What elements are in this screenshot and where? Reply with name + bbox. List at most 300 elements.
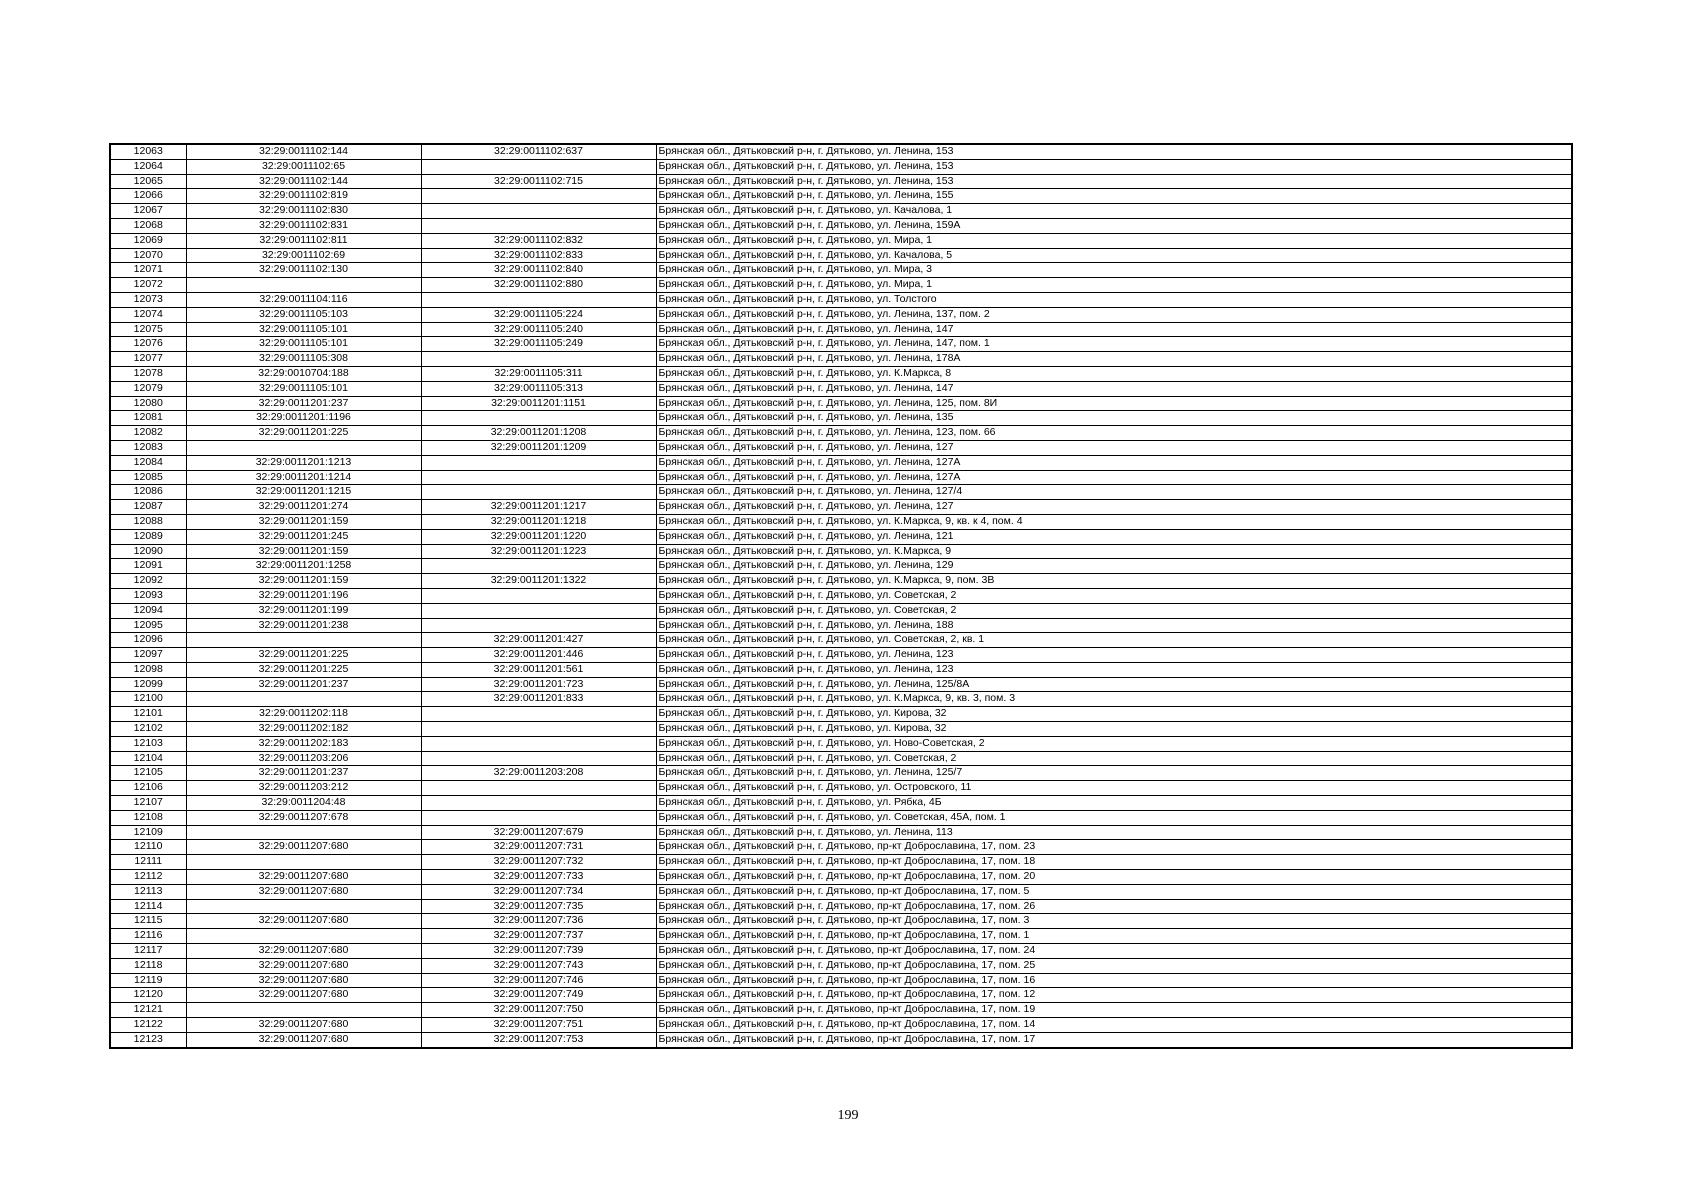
- row-number-cell: 12083: [110, 440, 186, 455]
- address-cell: Брянская обл., Дятьковский р-н, г. Дятьково, ул. Ленина, 153: [656, 159, 1572, 174]
- address-cell: Брянская обл., Дятьковский р-н, г. Дятьково, ул. К.Маркса, 9, пом. 3В: [656, 574, 1572, 589]
- related-cadastral-number-cell: [421, 603, 656, 618]
- related-cadastral-number-cell: [421, 292, 656, 307]
- table-row: [110, 263, 1572, 278]
- cadastral-number-cell: 32:29:0011201:237: [186, 677, 421, 692]
- address-cell: Брянская обл., Дятьковский р-н, г. Дятьково, ул. Ленина, 155: [656, 189, 1572, 204]
- address-cell: Брянская обл., Дятьковский р-н, г. Дятьково, ул. Качалова, 5: [656, 248, 1572, 263]
- row-number-cell: 12123: [110, 1032, 186, 1047]
- related-cadastral-number-cell: 32:29:0011201:723: [421, 677, 656, 692]
- cadastral-number-cell: 32:29:0011201:1215: [186, 485, 421, 500]
- row-number-cell: 12112: [110, 870, 186, 885]
- address-cell: Брянская обл., Дятьковский р-н, г. Дятьково, пр-кт Доброславина, 17, пом. 12: [656, 988, 1572, 1003]
- cadastral-number-cell: 32:29:0011102:830: [186, 204, 421, 219]
- address-cell: Брянская обл., Дятьковский р-н, г. Дятьково, ул. Советская, 2, кв. 1: [656, 633, 1572, 648]
- table-row: [110, 1018, 1572, 1033]
- row-number-cell: 12088: [110, 514, 186, 529]
- cadastral-number-cell: 32:29:0010704:188: [186, 366, 421, 381]
- cadastral-number-cell: 32:29:0011203:206: [186, 751, 421, 766]
- row-number-cell: 12118: [110, 958, 186, 973]
- address-cell: Брянская обл., Дятьковский р-н, г. Дятьково, пр-кт Доброславина, 17, пом. 19: [656, 1003, 1572, 1018]
- address-cell: Брянская обл., Дятьковский р-н, г. Дятьково, пр-кт Доброславина, 17, пом. 14: [656, 1018, 1572, 1033]
- address-cell: Брянская обл., Дятьковский р-н, г. Дятьково, пр-кт Доброславина, 17, пом. 24: [656, 944, 1572, 959]
- table-row: [110, 307, 1572, 322]
- row-number-cell: 12099: [110, 677, 186, 692]
- cadastral-number-cell: 32:29:0011201:199: [186, 603, 421, 618]
- cadastral-number-cell: 32:29:0011201:274: [186, 500, 421, 515]
- related-cadastral-number-cell: 32:29:0011105:224: [421, 307, 656, 322]
- cadastral-number-cell: 32:29:0011207:680: [186, 840, 421, 855]
- cadastral-number-cell: 32:29:0011201:196: [186, 588, 421, 603]
- cadastral-number-cell: 32:29:0011201:1214: [186, 470, 421, 485]
- address-cell: Брянская обл., Дятьковский р-н, г. Дятьково, ул. Мира, 1: [656, 278, 1572, 293]
- row-number-cell: 12108: [110, 810, 186, 825]
- related-cadastral-number-cell: 32:29:0011207:750: [421, 1003, 656, 1018]
- address-cell: Брянская обл., Дятьковский р-н, г. Дятьково, ул. К.Маркса, 8: [656, 366, 1572, 381]
- row-number-cell: 12093: [110, 588, 186, 603]
- row-number-cell: 12109: [110, 825, 186, 840]
- cadastral-number-cell: [186, 692, 421, 707]
- row-number-cell: 12078: [110, 366, 186, 381]
- address-cell: Брянская обл., Дятьковский р-н, г. Дятьково, ул. К.Маркса, 9: [656, 544, 1572, 559]
- address-cell: Брянская обл., Дятьковский р-н, г. Дятьково, ул. Ленина, 125/8А: [656, 677, 1572, 692]
- address-cell: Брянская обл., Дятьковский р-н, г. Дятьково, ул. Ленина, 153: [656, 144, 1572, 159]
- row-number-cell: 12117: [110, 944, 186, 959]
- cadastral-number-cell: 32:29:0011102:65: [186, 159, 421, 174]
- table-row: [110, 810, 1572, 825]
- related-cadastral-number-cell: 32:29:0011201:1223: [421, 544, 656, 559]
- related-cadastral-number-cell: [421, 618, 656, 633]
- table-row: [110, 973, 1572, 988]
- address-cell: Брянская обл., Дятьковский р-н, г. Дятьково, ул. Ленина, 147, пом. 1: [656, 337, 1572, 352]
- related-cadastral-number-cell: 32:29:0011102:832: [421, 233, 656, 248]
- cadastral-number-cell: 32:29:0011202:182: [186, 722, 421, 737]
- cadastral-number-cell: 32:29:0011104:116: [186, 292, 421, 307]
- cadastral-table-body: [110, 144, 1572, 1048]
- cadastral-number-cell: 32:29:0011201:237: [186, 396, 421, 411]
- related-cadastral-number-cell: 32:29:0011207:746: [421, 973, 656, 988]
- cadastral-number-cell: 32:29:0011207:680: [186, 1032, 421, 1047]
- related-cadastral-number-cell: 32:29:0011201:1217: [421, 500, 656, 515]
- cadastral-number-cell: 32:29:0011207:680: [186, 914, 421, 929]
- address-cell: Брянская обл., Дятьковский р-н, г. Дятьково, ул. Ленина, 123: [656, 662, 1572, 677]
- row-number-cell: 12115: [110, 914, 186, 929]
- related-cadastral-number-cell: [421, 455, 656, 470]
- related-cadastral-number-cell: 32:29:0011105:249: [421, 337, 656, 352]
- row-number-cell: 12096: [110, 633, 186, 648]
- row-number-cell: 12084: [110, 455, 186, 470]
- address-cell: Брянская обл., Дятьковский р-н, г. Дятьково, пр-кт Доброславина, 17, пом. 1: [656, 929, 1572, 944]
- cadastral-number-cell: 32:29:0011102:144: [186, 174, 421, 189]
- cadastral-number-cell: 32:29:0011102:811: [186, 233, 421, 248]
- table-row: [110, 662, 1572, 677]
- row-number-cell: 12075: [110, 322, 186, 337]
- row-number-cell: 12103: [110, 736, 186, 751]
- cadastral-number-cell: 32:29:0011102:144: [186, 144, 421, 159]
- related-cadastral-number-cell: [421, 722, 656, 737]
- related-cadastral-number-cell: [421, 411, 656, 426]
- table-row: [110, 618, 1572, 633]
- address-cell: Брянская обл., Дятьковский р-н, г. Дятьково, ул. К.Маркса, 9, кв. к 4, пом. 4: [656, 514, 1572, 529]
- table-row: [110, 825, 1572, 840]
- related-cadastral-number-cell: [421, 352, 656, 367]
- row-number-cell: 12106: [110, 781, 186, 796]
- related-cadastral-number-cell: [421, 204, 656, 219]
- row-number-cell: 12073: [110, 292, 186, 307]
- related-cadastral-number-cell: 32:29:0011201:1322: [421, 574, 656, 589]
- related-cadastral-number-cell: [421, 159, 656, 174]
- related-cadastral-number-cell: 32:29:0011201:833: [421, 692, 656, 707]
- related-cadastral-number-cell: 32:29:0011102:715: [421, 174, 656, 189]
- table-row: [110, 884, 1572, 899]
- address-cell: Брянская обл., Дятьковский р-н, г. Дятьково, пр-кт Доброславина, 17, пом. 23: [656, 840, 1572, 855]
- row-number-cell: 12097: [110, 648, 186, 663]
- row-number-cell: 12122: [110, 1018, 186, 1033]
- cadastral-table: [109, 143, 1573, 1049]
- table-row: [110, 248, 1572, 263]
- row-number-cell: 12091: [110, 559, 186, 574]
- row-number-cell: 12110: [110, 840, 186, 855]
- row-number-cell: 12114: [110, 899, 186, 914]
- address-cell: Брянская обл., Дятьковский р-н, г. Дятьково, ул. Советская, 45А, пом. 1: [656, 810, 1572, 825]
- related-cadastral-number-cell: 32:29:0011201:1151: [421, 396, 656, 411]
- table-row: [110, 559, 1572, 574]
- related-cadastral-number-cell: 32:29:0011207:733: [421, 870, 656, 885]
- row-number-cell: 12116: [110, 929, 186, 944]
- table-row: [110, 988, 1572, 1003]
- row-number-cell: 12105: [110, 766, 186, 781]
- table-row: [110, 958, 1572, 973]
- table-row: [110, 692, 1572, 707]
- cadastral-number-cell: [186, 825, 421, 840]
- related-cadastral-number-cell: 32:29:0011207:731: [421, 840, 656, 855]
- related-cadastral-number-cell: [421, 751, 656, 766]
- address-cell: Брянская обл., Дятьковский р-н, г. Дятьково, ул. Ленина, 123, пом. 66: [656, 426, 1572, 441]
- row-number-cell: 12100: [110, 692, 186, 707]
- address-cell: Брянская обл., Дятьковский р-н, г. Дятьково, ул. Ленина, 147: [656, 322, 1572, 337]
- address-cell: Брянская обл., Дятьковский р-н, г. Дятьково, ул. Ленина, 125/7: [656, 766, 1572, 781]
- cadastral-number-cell: [186, 899, 421, 914]
- table-row: [110, 189, 1572, 204]
- cadastral-number-cell: [186, 1003, 421, 1018]
- address-cell: Брянская обл., Дятьковский р-н, г. Дятьково, ул. Советская, 2: [656, 588, 1572, 603]
- address-cell: Брянская обл., Дятьковский р-н, г. Дятьково, ул. Ленина, 188: [656, 618, 1572, 633]
- related-cadastral-number-cell: 32:29:0011207:749: [421, 988, 656, 1003]
- row-number-cell: 12069: [110, 233, 186, 248]
- row-number-cell: 12071: [110, 263, 186, 278]
- table-row: [110, 292, 1572, 307]
- cadastral-number-cell: 32:29:0011202:183: [186, 736, 421, 751]
- table-row: [110, 855, 1572, 870]
- address-cell: Брянская обл., Дятьковский р-н, г. Дятьково, пр-кт Доброславина, 17, пом. 16: [656, 973, 1572, 988]
- row-number-cell: 12064: [110, 159, 186, 174]
- address-cell: Брянская обл., Дятьковский р-н, г. Дятьково, пр-кт Доброславина, 17, пом. 20: [656, 870, 1572, 885]
- table-row: [110, 278, 1572, 293]
- row-number-cell: 12072: [110, 278, 186, 293]
- row-number-cell: 12113: [110, 884, 186, 899]
- related-cadastral-number-cell: 32:29:0011201:1218: [421, 514, 656, 529]
- cadastral-number-cell: 32:29:0011102:831: [186, 218, 421, 233]
- table-row: [110, 159, 1572, 174]
- related-cadastral-number-cell: 32:29:0011102:840: [421, 263, 656, 278]
- row-number-cell: 12068: [110, 218, 186, 233]
- related-cadastral-number-cell: 32:29:0011201:561: [421, 662, 656, 677]
- table-row: [110, 426, 1572, 441]
- cadastral-number-cell: 32:29:0011204:48: [186, 796, 421, 811]
- row-number-cell: 12102: [110, 722, 186, 737]
- cadastral-number-cell: 32:29:0011105:103: [186, 307, 421, 322]
- table-row: [110, 840, 1572, 855]
- related-cadastral-number-cell: 32:29:0011203:208: [421, 766, 656, 781]
- cadastral-number-cell: 32:29:0011201:1213: [186, 455, 421, 470]
- related-cadastral-number-cell: 32:29:0011207:679: [421, 825, 656, 840]
- table-row: [110, 500, 1572, 515]
- row-number-cell: 12077: [110, 352, 186, 367]
- cadastral-number-cell: 32:29:0011105:101: [186, 322, 421, 337]
- cadastral-number-cell: 32:29:0011201:1196: [186, 411, 421, 426]
- row-number-cell: 12080: [110, 396, 186, 411]
- related-cadastral-number-cell: 32:29:0011102:637: [421, 144, 656, 159]
- row-number-cell: 12089: [110, 529, 186, 544]
- cadastral-number-cell: 32:29:0011201:225: [186, 662, 421, 677]
- address-cell: Брянская обл., Дятьковский р-н, г. Дятьково, ул. Ленина, 178А: [656, 352, 1572, 367]
- address-cell: Брянская обл., Дятьковский р-н, г. Дятьково, ул. Ленина, 137, пом. 2: [656, 307, 1572, 322]
- table-row: [110, 174, 1572, 189]
- table-row: [110, 929, 1572, 944]
- related-cadastral-number-cell: [421, 588, 656, 603]
- related-cadastral-number-cell: [421, 736, 656, 751]
- table-row: [110, 218, 1572, 233]
- table-row: [110, 603, 1572, 618]
- address-cell: Брянская обл., Дятьковский р-н, г. Дятьково, пр-кт Доброславина, 17, пом. 26: [656, 899, 1572, 914]
- row-number-cell: 12107: [110, 796, 186, 811]
- related-cadastral-number-cell: 32:29:0011201:1208: [421, 426, 656, 441]
- row-number-cell: 12081: [110, 411, 186, 426]
- table-row: [110, 204, 1572, 219]
- cadastral-number-cell: 32:29:0011201:159: [186, 514, 421, 529]
- row-number-cell: 12076: [110, 337, 186, 352]
- related-cadastral-number-cell: 32:29:0011201:1209: [421, 440, 656, 455]
- related-cadastral-number-cell: 32:29:0011207:732: [421, 855, 656, 870]
- related-cadastral-number-cell: 32:29:0011207:753: [421, 1032, 656, 1047]
- cadastral-number-cell: [186, 278, 421, 293]
- address-cell: Брянская обл., Дятьковский р-н, г. Дятьково, ул. Ленина, 113: [656, 825, 1572, 840]
- address-cell: Брянская обл., Дятьковский р-н, г. Дятьково, ул. Ленина, 123: [656, 648, 1572, 663]
- cadastral-number-cell: [186, 633, 421, 648]
- address-cell: Брянская обл., Дятьковский р-н, г. Дятьково, пр-кт Доброславина, 17, пом. 18: [656, 855, 1572, 870]
- cadastral-number-cell: 32:29:0011207:680: [186, 870, 421, 885]
- related-cadastral-number-cell: 32:29:0011105:311: [421, 366, 656, 381]
- table-row: [110, 796, 1572, 811]
- cadastral-number-cell: 32:29:0011201:225: [186, 426, 421, 441]
- address-cell: Брянская обл., Дятьковский р-н, г. Дятьково, ул. Мира, 1: [656, 233, 1572, 248]
- address-cell: Брянская обл., Дятьковский р-н, г. Дятьково, ул. Ленина, 127А: [656, 455, 1572, 470]
- cadastral-number-cell: 32:29:0011207:680: [186, 1018, 421, 1033]
- address-cell: Брянская обл., Дятьковский р-н, г. Дятьково, ул. Ново-Советская, 2: [656, 736, 1572, 751]
- row-number-cell: 12121: [110, 1003, 186, 1018]
- address-cell: Брянская обл., Дятьковский р-н, г. Дятьково, ул. Ленина, 129: [656, 559, 1572, 574]
- address-cell: Брянская обл., Дятьковский р-н, г. Дятьково, ул. Островского, 11: [656, 781, 1572, 796]
- cadastral-number-cell: 32:29:0011201:245: [186, 529, 421, 544]
- related-cadastral-number-cell: 32:29:0011207:739: [421, 944, 656, 959]
- related-cadastral-number-cell: 32:29:0011207:735: [421, 899, 656, 914]
- cadastral-number-cell: 32:29:0011207:678: [186, 810, 421, 825]
- related-cadastral-number-cell: 32:29:0011201:1220: [421, 529, 656, 544]
- row-number-cell: 12120: [110, 988, 186, 1003]
- cadastral-number-cell: 32:29:0011207:680: [186, 973, 421, 988]
- table-row: [110, 396, 1572, 411]
- row-number-cell: 12094: [110, 603, 186, 618]
- cadastral-number-cell: 32:29:0011201:238: [186, 618, 421, 633]
- table-row: [110, 144, 1572, 159]
- related-cadastral-number-cell: [421, 218, 656, 233]
- related-cadastral-number-cell: 32:29:0011207:734: [421, 884, 656, 899]
- related-cadastral-number-cell: 32:29:0011102:833: [421, 248, 656, 263]
- table-row: [110, 366, 1572, 381]
- table-row: [110, 514, 1572, 529]
- table-row: [110, 529, 1572, 544]
- address-cell: Брянская обл., Дятьковский р-н, г. Дятьково, ул. Ленина, 159А: [656, 218, 1572, 233]
- cadastral-number-cell: 32:29:0011105:101: [186, 381, 421, 396]
- table-row: [110, 381, 1572, 396]
- table-row: [110, 766, 1572, 781]
- related-cadastral-number-cell: 32:29:0011207:751: [421, 1018, 656, 1033]
- address-cell: Брянская обл., Дятьковский р-н, г. Дятьково, ул. К.Маркса, 9, кв. 3, пом. 3: [656, 692, 1572, 707]
- address-cell: Брянская обл., Дятьковский р-н, г. Дятьково, пр-кт Доброславина, 17, пом. 25: [656, 958, 1572, 973]
- cadastral-number-cell: 32:29:0011201:225: [186, 648, 421, 663]
- table-row: [110, 574, 1572, 589]
- table-row: [110, 588, 1572, 603]
- row-number-cell: 12098: [110, 662, 186, 677]
- related-cadastral-number-cell: 32:29:0011201:446: [421, 648, 656, 663]
- cadastral-number-cell: 32:29:0011201:1258: [186, 559, 421, 574]
- cadastral-number-cell: 32:29:0011102:130: [186, 263, 421, 278]
- related-cadastral-number-cell: [421, 189, 656, 204]
- address-cell: Брянская обл., Дятьковский р-н, г. Дятьково, пр-кт Доброславина, 17, пом. 5: [656, 884, 1572, 899]
- table-row: [110, 899, 1572, 914]
- table-row: [110, 411, 1572, 426]
- related-cadastral-number-cell: [421, 796, 656, 811]
- cadastral-number-cell: 32:29:0011207:680: [186, 884, 421, 899]
- table-row: [110, 736, 1572, 751]
- table-row: [110, 707, 1572, 722]
- row-number-cell: 12101: [110, 707, 186, 722]
- address-cell: Брянская обл., Дятьковский р-н, г. Дятьково, ул. Ленина, 127А: [656, 470, 1572, 485]
- address-cell: Брянская обл., Дятьковский р-н, г. Дятьково, ул. Ленина, 127: [656, 500, 1572, 515]
- table-row: [110, 322, 1572, 337]
- row-number-cell: 12090: [110, 544, 186, 559]
- row-number-cell: 12070: [110, 248, 186, 263]
- row-number-cell: 12082: [110, 426, 186, 441]
- related-cadastral-number-cell: 32:29:0011207:737: [421, 929, 656, 944]
- table-row: [110, 1032, 1572, 1047]
- related-cadastral-number-cell: 32:29:0011105:240: [421, 322, 656, 337]
- address-cell: Брянская обл., Дятьковский р-н, г. Дятьково, ул. Качалова, 1: [656, 204, 1572, 219]
- related-cadastral-number-cell: [421, 810, 656, 825]
- related-cadastral-number-cell: 32:29:0011207:743: [421, 958, 656, 973]
- row-number-cell: 12065: [110, 174, 186, 189]
- row-number-cell: 12066: [110, 189, 186, 204]
- address-cell: Брянская обл., Дятьковский р-н, г. Дятьково, ул. Ленина, 121: [656, 529, 1572, 544]
- address-cell: Брянская обл., Дятьковский р-н, г. Дятьково, ул. Кирова, 32: [656, 707, 1572, 722]
- address-cell: Брянская обл., Дятьковский р-н, г. Дятьково, ул. Мира, 3: [656, 263, 1572, 278]
- table-row: [110, 722, 1572, 737]
- related-cadastral-number-cell: 32:29:0011105:313: [421, 381, 656, 396]
- cadastral-number-cell: 32:29:0011201:237: [186, 766, 421, 781]
- related-cadastral-number-cell: 32:29:0011102:880: [421, 278, 656, 293]
- cadastral-number-cell: 32:29:0011201:159: [186, 574, 421, 589]
- table-row: [110, 944, 1572, 959]
- address-cell: Брянская обл., Дятьковский р-н, г. Дятьково, ул. Рябка, 4Б: [656, 796, 1572, 811]
- row-number-cell: 12119: [110, 973, 186, 988]
- cadastral-number-cell: 32:29:0011207:680: [186, 958, 421, 973]
- address-cell: Брянская обл., Дятьковский р-н, г. Дятьково, пр-кт Доброславина, 17, пом. 3: [656, 914, 1572, 929]
- cadastral-number-cell: 32:29:0011207:680: [186, 944, 421, 959]
- row-number-cell: 12079: [110, 381, 186, 396]
- related-cadastral-number-cell: [421, 470, 656, 485]
- cadastral-number-cell: [186, 929, 421, 944]
- table-row: [110, 337, 1572, 352]
- table-row: [110, 485, 1572, 500]
- row-number-cell: 12063: [110, 144, 186, 159]
- address-cell: Брянская обл., Дятьковский р-н, г. Дятьково, ул. Ленина, 135: [656, 411, 1572, 426]
- cadastral-number-cell: 32:29:0011201:159: [186, 544, 421, 559]
- cadastral-number-cell: 32:29:0011203:212: [186, 781, 421, 796]
- cadastral-number-cell: 32:29:0011102:69: [186, 248, 421, 263]
- cadastral-number-cell: 32:29:0011102:819: [186, 189, 421, 204]
- table-row: [110, 781, 1572, 796]
- table-row: [110, 870, 1572, 885]
- row-number-cell: 12092: [110, 574, 186, 589]
- table-row: [110, 233, 1572, 248]
- row-number-cell: 12085: [110, 470, 186, 485]
- address-cell: Брянская обл., Дятьковский р-н, г. Дятьково, ул. Ленина, 127: [656, 440, 1572, 455]
- row-number-cell: 12095: [110, 618, 186, 633]
- cadastral-number-cell: 32:29:0011105:101: [186, 337, 421, 352]
- row-number-cell: 12086: [110, 485, 186, 500]
- row-number-cell: 12111: [110, 855, 186, 870]
- table-row: [110, 633, 1572, 648]
- table-row: [110, 1003, 1572, 1018]
- table-row: [110, 648, 1572, 663]
- cadastral-number-cell: [186, 855, 421, 870]
- cadastral-number-cell: [186, 440, 421, 455]
- address-cell: Брянская обл., Дятьковский р-н, г. Дятьково, пр-кт Доброславина, 17, пом. 17: [656, 1032, 1572, 1047]
- table-row: [110, 751, 1572, 766]
- table-row: [110, 352, 1572, 367]
- cadastral-number-cell: 32:29:0011207:680: [186, 988, 421, 1003]
- address-cell: Брянская обл., Дятьковский р-н, г. Дятьково, ул. Советская, 2: [656, 751, 1572, 766]
- address-cell: Брянская обл., Дятьковский р-н, г. Дятьково, ул. Кирова, 32: [656, 722, 1572, 737]
- table-row: [110, 677, 1572, 692]
- page-number: 199: [837, 1108, 859, 1123]
- row-number-cell: 12067: [110, 204, 186, 219]
- address-cell: Брянская обл., Дятьковский р-н, г. Дятьково, ул. Советская, 2: [656, 603, 1572, 618]
- row-number-cell: 12087: [110, 500, 186, 515]
- table-row: [110, 544, 1572, 559]
- related-cadastral-number-cell: [421, 485, 656, 500]
- address-cell: Брянская обл., Дятьковский р-н, г. Дятьково, ул. Ленина, 147: [656, 381, 1572, 396]
- cadastral-number-cell: 32:29:0011105:308: [186, 352, 421, 367]
- related-cadastral-number-cell: [421, 781, 656, 796]
- address-cell: Брянская обл., Дятьковский р-н, г. Дятьково, ул. Ленина, 127/4: [656, 485, 1572, 500]
- table-row: [110, 914, 1572, 929]
- related-cadastral-number-cell: [421, 707, 656, 722]
- related-cadastral-number-cell: 32:29:0011207:736: [421, 914, 656, 929]
- cadastral-number-cell: 32:29:0011202:118: [186, 707, 421, 722]
- address-cell: Брянская обл., Дятьковский р-н, г. Дятьково, ул. Ленина, 125, пом. 8И: [656, 396, 1572, 411]
- row-number-cell: 12104: [110, 751, 186, 766]
